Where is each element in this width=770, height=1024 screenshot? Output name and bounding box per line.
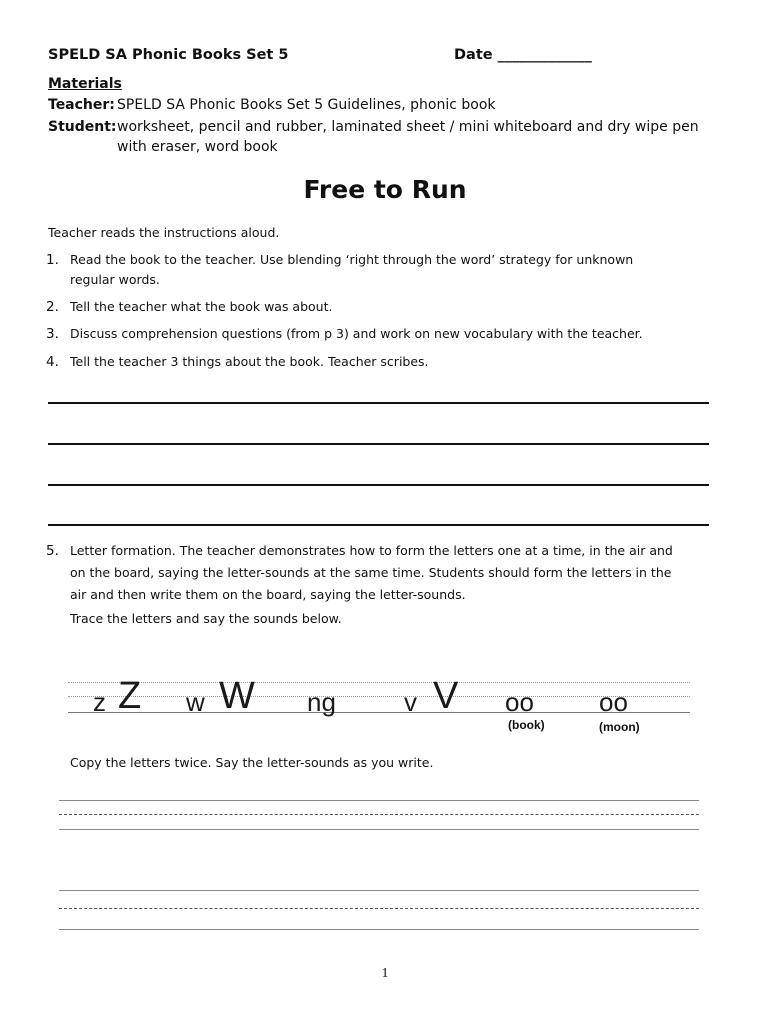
sound-example-label: (book) [508, 718, 545, 732]
materials-teacher-row [48, 97, 115, 113]
materials-student-text-2: with eraser, word book [117, 139, 278, 155]
step-number: 4. [46, 354, 59, 370]
step-text-line: Tell the teacher 3 things about the book. Teacher scribes. [70, 354, 429, 369]
copy-instruction: Copy the letters twice. Say the letter-sounds as you write. [70, 755, 434, 770]
step-text-line: Discuss comprehension questions (from p 3) and work on new vocabulary with the teacher. [70, 326, 643, 341]
trace-letter: oo [505, 687, 534, 717]
writing-line[interactable] [48, 443, 709, 445]
copy-line-mid[interactable] [59, 814, 699, 815]
step-5 [46, 540, 746, 606]
worksheet-series-title: SPELD SA Phonic Books Set 5 [48, 47, 289, 63]
step-number: 5. [46, 543, 59, 559]
step-text-line: Tell the teacher what the book was about. [70, 299, 333, 314]
student-label: Student: [48, 119, 117, 135]
trace-baseline [68, 712, 690, 713]
page-number: 1 [381, 966, 389, 981]
step-1 [46, 250, 726, 290]
intro-instruction: Teacher reads the instructions aloud. [48, 225, 280, 240]
page-title: Free to Run [303, 175, 467, 204]
writing-line[interactable] [48, 524, 709, 526]
trace-letter: V [433, 675, 459, 717]
step-text-line: regular words. [70, 272, 160, 287]
materials-student-row [48, 119, 117, 135]
step-text-line: Read the book to the teacher. Use blending ‘right through the word’ strategy for unknown [70, 252, 634, 267]
step-2 [46, 297, 726, 317]
trace-letter: oo [599, 687, 628, 717]
sound-example-label: (moon) [599, 720, 640, 734]
trace-letter: w [186, 687, 205, 717]
trace-guide-mid [68, 696, 690, 697]
trace-letter: W [219, 675, 255, 717]
trace-letter: v [404, 687, 417, 717]
trace-instruction: Trace the letters and say the sounds below. [70, 611, 342, 626]
writing-line[interactable] [48, 484, 709, 486]
trace-guide-top [68, 682, 690, 683]
trace-letter: ng [307, 687, 336, 717]
date-field-label: Date _____________ [454, 47, 592, 63]
copy-line-base[interactable] [59, 929, 699, 930]
step-text-line: Letter formation. The teacher demonstrates how to form the letters one at a time, in the air and [70, 543, 673, 558]
step-number: 2. [46, 299, 59, 315]
step-3 [46, 324, 726, 344]
step-text-line: air and then write them on the board, saying the letter-sounds. [70, 587, 466, 602]
copy-line-base[interactable] [59, 829, 699, 830]
writing-line[interactable] [48, 402, 709, 404]
step-number: 1. [46, 252, 59, 268]
materials-heading: Materials [48, 76, 122, 92]
teacher-label: Teacher: [48, 97, 115, 113]
step-text-line: on the board, saying the letter-sounds at the same time. Students should form the letters in the [70, 565, 672, 580]
trace-letter: Z [118, 675, 142, 717]
materials-teacher-text: SPELD SA Phonic Books Set 5 Guidelines, phonic book [117, 97, 496, 113]
copy-line-top[interactable] [59, 890, 699, 891]
step-number: 3. [46, 326, 59, 342]
copy-line-mid[interactable] [59, 908, 699, 909]
copy-line-top[interactable] [59, 800, 699, 801]
materials-student-text-1: worksheet, pencil and rubber, laminated sheet / mini whiteboard and dry wipe pen [117, 119, 699, 135]
trace-letter: z [93, 687, 106, 717]
step-4 [46, 352, 726, 372]
